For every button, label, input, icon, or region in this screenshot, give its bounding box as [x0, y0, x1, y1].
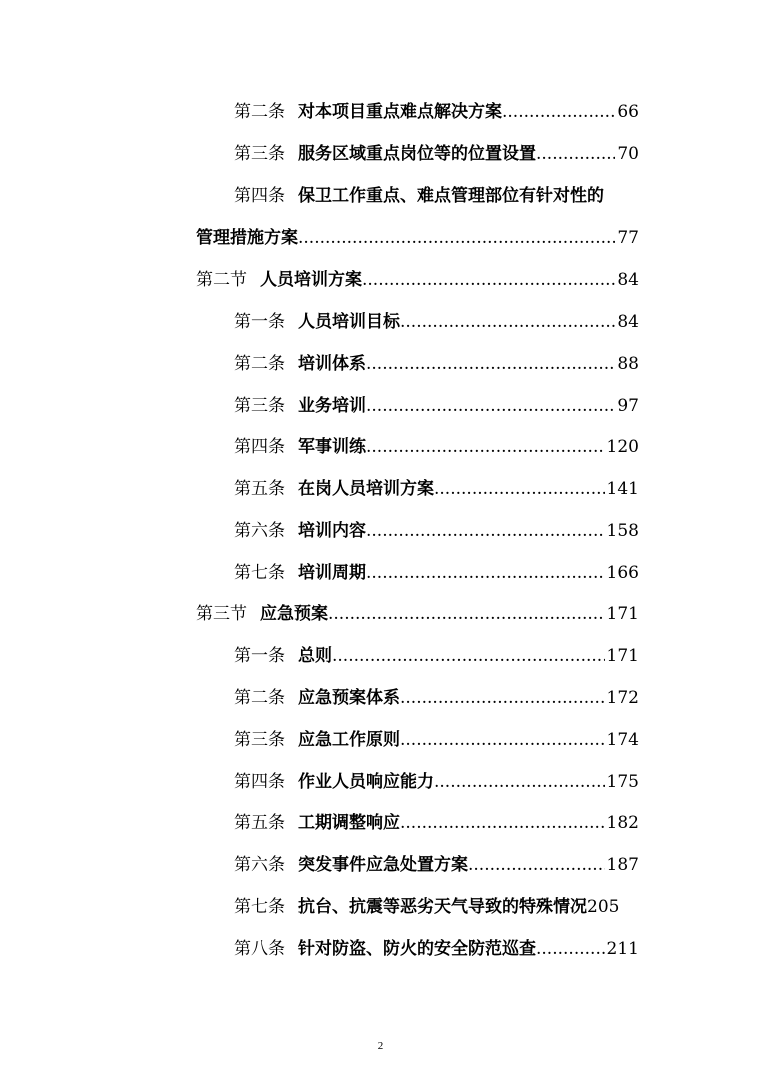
- entry-page: 84: [617, 312, 639, 332]
- toc-entry[interactable]: [234, 427, 639, 457]
- toc-entry[interactable]: [234, 929, 639, 959]
- toc-entry[interactable]: [234, 845, 639, 875]
- entry-title: 人员培训方案: [260, 270, 362, 290]
- leader-dots: [536, 144, 615, 164]
- entry-title: 培训内容: [298, 521, 366, 541]
- entry-label: 第七条: [234, 563, 285, 583]
- entry-title: 对本项目重点难点解决方案: [298, 102, 502, 122]
- entry-title: 业务培训: [298, 396, 366, 416]
- leader-dots: [366, 354, 615, 374]
- toc-entry[interactable]: [234, 762, 639, 792]
- toc-entry[interactable]: [234, 134, 639, 164]
- toc-entry[interactable]: [234, 887, 644, 917]
- entry-page: 120: [606, 437, 639, 457]
- entry-page: 97: [617, 396, 639, 416]
- entry-label: 第三条: [234, 144, 285, 164]
- entry-label: 第四条: [234, 186, 285, 206]
- toc-entry[interactable]: [234, 176, 639, 206]
- entry-label: 第一条: [234, 312, 285, 332]
- entry-label: 第三条: [234, 396, 285, 416]
- entry-title: 人员培训目标: [298, 312, 400, 332]
- leader-dots: [298, 228, 615, 248]
- toc-section[interactable]: [196, 594, 639, 624]
- entry-title: 军事训练: [298, 437, 366, 457]
- leader-dots: [434, 479, 605, 499]
- toc-entry[interactable]: [234, 511, 639, 541]
- entry-title: 工期调整响应: [298, 813, 400, 833]
- entry-page: 187: [606, 855, 639, 875]
- toc-entry[interactable]: [234, 553, 639, 583]
- entry-title: 培训周期: [298, 563, 366, 583]
- entry-label: 第二条: [234, 688, 285, 708]
- entry-title: 服务区域重点岗位等的位置设置: [298, 144, 536, 164]
- entry-label: 第二条: [234, 102, 285, 122]
- entry-label: 第三条: [234, 730, 285, 750]
- entry-page: 175: [606, 772, 639, 792]
- entry-page: 171: [606, 604, 639, 624]
- entry-label: 第八条: [234, 939, 285, 959]
- entry-label: 第五条: [234, 813, 285, 833]
- entry-page: 182: [606, 813, 639, 833]
- toc-entry[interactable]: [234, 302, 639, 332]
- entry-label: 第六条: [234, 855, 285, 875]
- entry-page: 174: [606, 730, 639, 750]
- toc-entry[interactable]: [234, 386, 639, 416]
- entry-page: 171: [606, 646, 639, 666]
- entry-title: 在岗人员培训方案: [298, 479, 434, 499]
- entry-label: 第五条: [234, 479, 285, 499]
- toc-entry[interactable]: [196, 218, 639, 248]
- entry-title: 应急预案: [260, 604, 328, 624]
- page-number: 2: [377, 1040, 384, 1052]
- leader-dots: [362, 270, 615, 290]
- entry-page: 172: [606, 688, 639, 708]
- entry-title: 管理措施方案: [196, 228, 298, 248]
- entry-title: 培训体系: [298, 354, 366, 374]
- entry-label: 第四条: [234, 772, 285, 792]
- toc-section[interactable]: [196, 260, 639, 290]
- entry-title: 保卫工作重点、难点管理部位有针对性的: [298, 186, 604, 206]
- entry-page: 88: [617, 354, 639, 374]
- toc-entry[interactable]: [234, 678, 639, 708]
- entry-page: 205: [587, 897, 620, 917]
- leader-dots: [400, 813, 605, 833]
- entry-label: 第二节: [196, 270, 247, 290]
- leader-dots: [366, 521, 605, 541]
- entry-page: 141: [606, 479, 639, 499]
- leader-dots: [400, 312, 615, 332]
- entry-title: 应急工作原则: [298, 730, 400, 750]
- entry-label: 第七条: [234, 897, 285, 917]
- leader-dots: [332, 646, 605, 666]
- entry-label: 第一条: [234, 646, 285, 666]
- entry-page: 166: [606, 563, 639, 583]
- leader-dots: [536, 939, 605, 959]
- toc-entry[interactable]: [234, 344, 639, 374]
- entry-title: 抗台、抗震等恶劣天气导致的特殊情况: [298, 897, 587, 917]
- entry-page: 158: [606, 521, 639, 541]
- leader-dots: [502, 102, 615, 122]
- leader-dots: [434, 772, 605, 792]
- entry-page: 70: [617, 144, 639, 164]
- toc-entry[interactable]: [234, 636, 639, 666]
- leader-dots: [468, 855, 605, 875]
- leader-dots: [366, 396, 615, 416]
- entry-title: 作业人员响应能力: [298, 772, 434, 792]
- toc-entry[interactable]: [234, 803, 639, 833]
- leader-dots: [400, 730, 605, 750]
- toc-entry[interactable]: [234, 469, 639, 499]
- toc-entry[interactable]: [234, 92, 639, 122]
- entry-title: 针对防盗、防火的安全防范巡查: [298, 939, 536, 959]
- entry-label: 第四条: [234, 437, 285, 457]
- leader-dots: [328, 604, 605, 624]
- entry-page: 66: [617, 102, 639, 122]
- leader-dots: [366, 563, 605, 583]
- entry-page: 211: [606, 939, 639, 959]
- entry-page: 77: [617, 228, 639, 248]
- entry-label: 第二条: [234, 354, 285, 374]
- leader-dots: [400, 688, 605, 708]
- leader-dots: [366, 437, 605, 457]
- entry-label: 第三节: [196, 604, 247, 624]
- entry-label: 第六条: [234, 521, 285, 541]
- entry-title: 总则: [298, 646, 332, 666]
- entry-title: 突发事件应急处置方案: [298, 855, 468, 875]
- entry-title: 应急预案体系: [298, 688, 400, 708]
- toc-entry[interactable]: [234, 720, 639, 750]
- entry-page: 84: [617, 270, 639, 290]
